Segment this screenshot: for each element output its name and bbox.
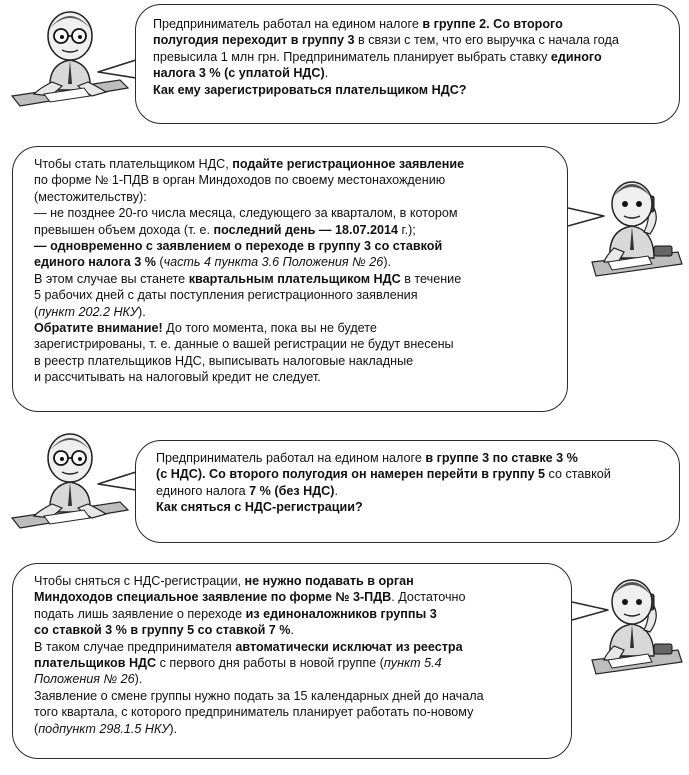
a1-line: зарегистрированы, т. е. данные о вашей регистрации не будут внесены: [34, 337, 454, 352]
q2-line: единого налога 7 % (без НДС).: [156, 483, 338, 498]
a1-line: и рассчитывать на налоговый кредит не следует.: [34, 370, 321, 385]
answer-character-icon: [588, 172, 684, 289]
a1-line: единого налога 3 % (часть 4 пункта 3.6 Положения № 26).: [34, 255, 392, 270]
a2-line: В таком случае предпринимателя автоматически исключат из реестра: [34, 639, 463, 654]
a1-line: Обратите внимание! До того момента, пока вы не будете: [34, 321, 377, 336]
a2-line: Положения № 26).: [34, 672, 143, 687]
q1-line: налога 3 % (с уплатой НДС).: [153, 66, 329, 81]
a1-tail: [566, 206, 606, 230]
a2-line: подать лишь заявление о переходе из единоналожников группы 3: [34, 606, 437, 621]
question-bubble-1: [135, 4, 680, 124]
q2-line: (с НДС). Со второго полугодия он намерен перейти в группу 5 со ставкой: [156, 467, 611, 482]
a2-line: Чтобы сняться с НДС-регистрации, не нужно подавать в орган: [34, 574, 414, 588]
a1-line: В этом случае вы станете квартальным плательщиком НДС в течение: [34, 271, 462, 286]
a1-line: (пункт 202.2 НКУ).: [34, 304, 146, 319]
q2-tail: [96, 470, 138, 494]
a2-tail: [570, 600, 610, 624]
q1-line: полугодия переходит в группу 3 в связи с тем, что его выручка с начала года: [153, 33, 619, 48]
a2-line: того квартала, с которого предприниматель планирует работать по-новому: [34, 705, 474, 720]
answer-character-icon: [588, 570, 684, 687]
q1-line: превысила 1 млн грн. Предприниматель планирует выбрать ставку единого: [153, 49, 602, 64]
a1-line: — одновременно с заявлением о переходе в группу 3 со ставкой: [34, 239, 443, 254]
answer-bubble-1: [12, 146, 568, 412]
a2-line: со ставкой 3 % в группу 5 со ставкой 7 %.: [34, 623, 295, 638]
question-bubble-2: [135, 440, 680, 543]
answer-bubble-2: [12, 563, 572, 759]
a2-line: плательщиков НДС с первого дня работы в новой группе (пункт 5.4: [34, 656, 442, 671]
q1-line: Предприниматель работал на едином налоге в группе 2. Со второго: [153, 17, 563, 31]
a1-line: 5 рабочих дней с даты поступления регистрационного заявления: [34, 288, 418, 303]
a1-line: Чтобы стать плательщиком НДС, подайте регистрационное заявление: [34, 157, 465, 171]
a1-line: превышен объем дохода (т. е. последний день — 18.07.2014 г.);: [34, 222, 416, 237]
q2-line: Как сняться с НДС-регистрации?: [156, 500, 363, 515]
a1-line: по форме № 1-ПДВ в орган Миндоходов по своему местонахождению: [34, 173, 446, 188]
q1-line: Как ему зарегистрироваться плательщиком НДС?: [153, 82, 467, 97]
a2-line: Миндоходов специальное заявление по форме № 3-ПДВ. Достаточно: [34, 590, 466, 605]
a1-line: — не позднее 20-го числа месяца, следующего за кварталом, в котором: [34, 206, 458, 221]
a1-line: (местожительству):: [34, 189, 147, 204]
q1-tail: [96, 58, 138, 82]
q2-line: Предприниматель работал на едином налоге в группе 3 по ставке 3 %: [156, 451, 578, 465]
a2-line: Заявление о смене группы нужно подать за 15 календарных дней до начала: [34, 688, 484, 703]
a1-line: в реестр плательщиков НДС, выписывать налоговые накладные: [34, 353, 414, 368]
a2-line: (подпункт 298.1.5 НКУ).: [34, 721, 178, 736]
